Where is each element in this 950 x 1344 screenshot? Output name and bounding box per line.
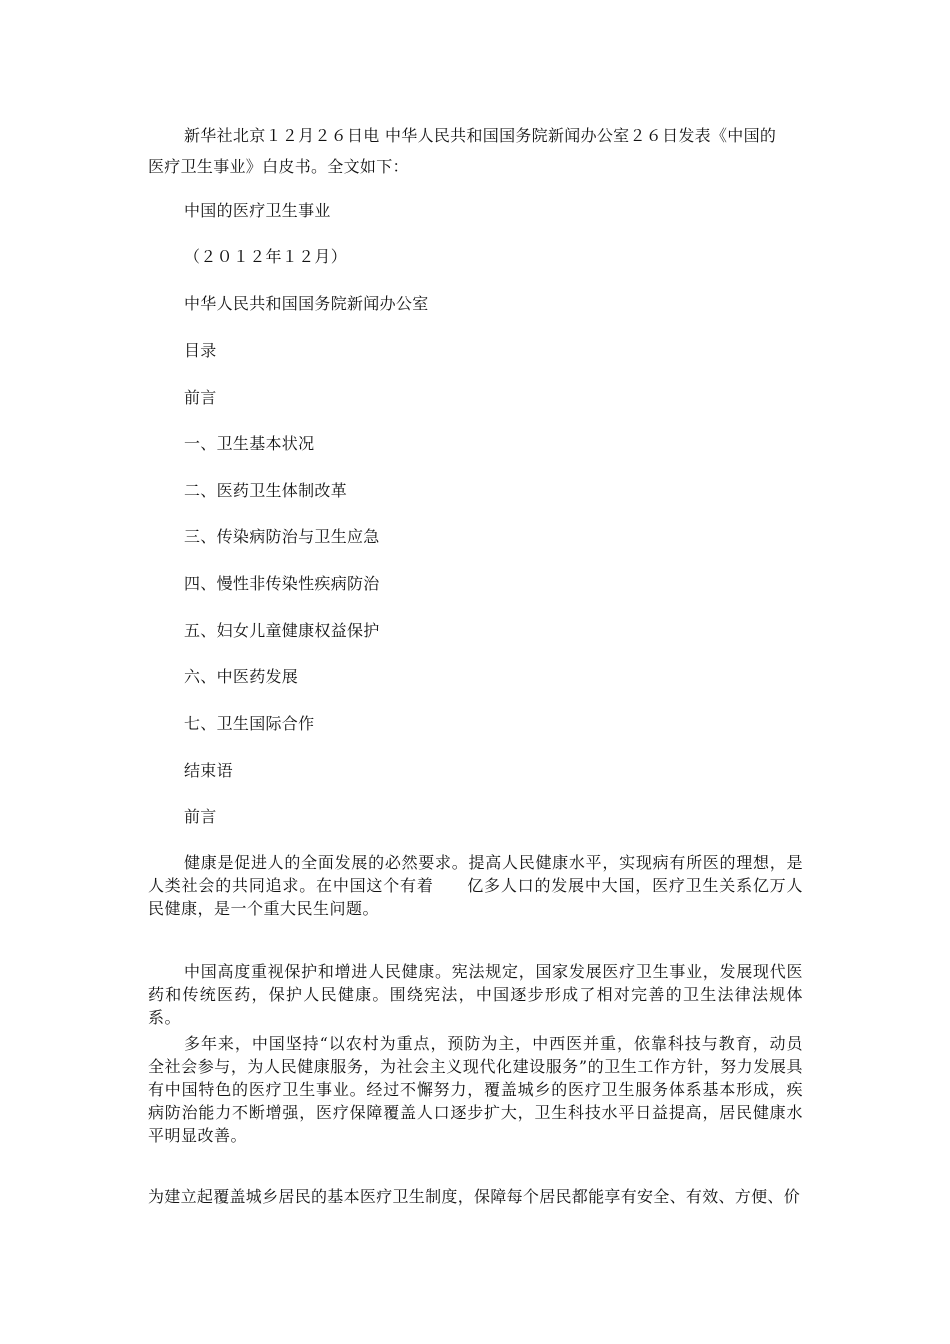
- toc-item: 三、传染病防治与卫生应急: [184, 527, 380, 546]
- document-title: 中国的医疗卫生事业: [184, 201, 331, 220]
- section-heading: 前言: [184, 807, 217, 826]
- toc-item: 二、医药卫生体制改革: [184, 481, 348, 500]
- document-issuer: 中华人民共和国国务院新闻办公室: [184, 294, 429, 313]
- document-date: （２０１２年１２月）: [184, 247, 348, 266]
- toc-item: 一、卫生基本状况: [184, 434, 315, 453]
- toc-item: 结束语: [184, 761, 233, 780]
- body-paragraph: 中国高度重视保护和增进人民健康。宪法规定，国家发展医疗卫生事业，发展现代医药和传统医药，保护人民健康。围绕宪法，中国逐步形成了相对完善的卫生法律法规体系。: [148, 962, 803, 1027]
- toc-item: 五、妇女儿童健康权益保护: [184, 621, 380, 640]
- toc-item: 前言: [184, 388, 217, 407]
- toc-item: 七、卫生国际合作: [184, 714, 315, 733]
- toc-item: 六、中医药发展: [184, 667, 299, 686]
- body-paragraph: 健康是促进人的全面发展的必然要求。提高人民健康水平，实现病有所医的理想，是人类社会的共同追求。在中国这个有着 亿多人口的发展中大国，医疗卫生关系亿万人民健康，是一个重大民生问题。: [148, 853, 803, 918]
- body-paragraph: 多年来，中国坚持“以农村为重点，预防为主，中西医并重，依靠科技与教育，动员全社会参与，为人民健康服务，为社会主义现代化建设服务”的卫生工作方针，努力发展具有中国特色的医疗卫生事业。经过不懈努力，覆盖城乡的医疗卫生服务体系基本形成，疾病防治能力不断增强，医疗保障覆盖人口逐步扩大，卫生科技水平日益提高，居民健康水平明显改善。: [148, 1034, 803, 1145]
- last-line: 为建立起覆盖城乡居民的基本医疗卫生制度，保障每个居民都能享有安全、有效、方便、价: [148, 1187, 801, 1206]
- intro-line-1: 新华社北京１２月２６日电 中华人民共和国国务院新闻办公室２６日发表《中国的: [184, 126, 777, 145]
- toc-heading: 目录: [184, 341, 217, 360]
- intro-line-2: 医疗卫生事业》白皮书。全文如下：: [148, 157, 409, 176]
- toc-item: 四、慢性非传染性疾病防治: [184, 574, 380, 593]
